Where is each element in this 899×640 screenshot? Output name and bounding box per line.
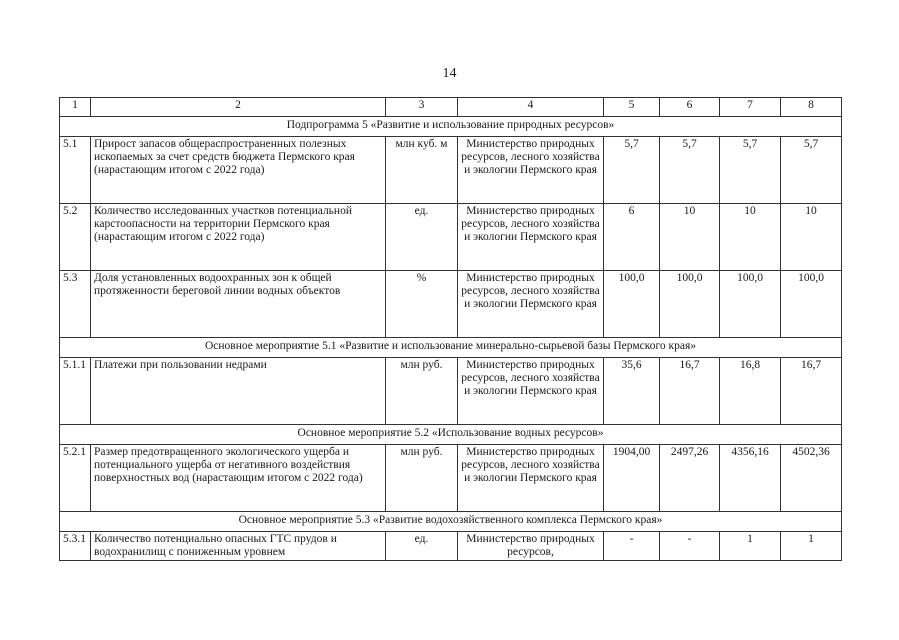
- unit-cell: %: [386, 271, 458, 338]
- value-col8: 4502,36: [781, 445, 842, 512]
- value-col7: 10: [720, 204, 781, 271]
- value-col8: 5,7: [781, 137, 842, 204]
- row-number: 5.3.1: [60, 532, 91, 561]
- value-col6: 2497,26: [660, 445, 720, 512]
- col-header-3: 3: [386, 98, 458, 117]
- indicator-name: Прирост запасов общераспространенных полезных ископаемых за счет средств бюджета Пермского края (нарастающим итогом с 2022 года): [91, 137, 386, 204]
- section-row: [60, 117, 842, 137]
- section-title: Основное мероприятие 5.3 «Развитие водохозяйственного комплекса Пермского края»: [60, 512, 842, 532]
- table-row: [60, 271, 842, 338]
- page-number: 14: [442, 66, 457, 81]
- indicator-name: Размер предотвращенного экологического ущерба и потенциального ущерба от негативного воздействия поверхностных вод (нарастающим итогом с 2022 года): [91, 445, 386, 512]
- value-col6: 16,7: [660, 358, 720, 425]
- col-header-4: 4: [458, 98, 604, 117]
- value-col5: 1904,00: [604, 445, 660, 512]
- section-title: Основное мероприятие 5.1 «Развитие и использование минерально-сырьевой базы Пермского края»: [60, 338, 842, 358]
- table-row: [60, 445, 842, 512]
- section-row: [60, 425, 842, 445]
- unit-cell: млн руб.: [386, 445, 458, 512]
- col-header-6: 6: [660, 98, 720, 117]
- responsible-cell: Министерство природных ресурсов, лесного хозяйства и экологии Пермского края: [458, 271, 604, 338]
- responsible-cell: Министерство природных ресурсов, лесного хозяйства и экологии Пермского края: [458, 358, 604, 425]
- unit-cell: млн куб. м: [386, 137, 458, 204]
- responsible-cell: Министерство природных ресурсов, лесного хозяйства и экологии Пермского края: [458, 137, 604, 204]
- col-header-5: 5: [604, 98, 660, 117]
- value-col7: 4356,16: [720, 445, 781, 512]
- col-header-2: 2: [91, 98, 386, 117]
- row-number: 5.2: [60, 204, 91, 271]
- value-col8: 1: [781, 532, 842, 561]
- value-col6: 100,0: [660, 271, 720, 338]
- col-header-1: 1: [60, 98, 91, 117]
- responsible-cell: Министерство природных ресурсов,: [458, 532, 604, 561]
- table-header-row: [60, 98, 842, 117]
- value-col7: 5,7: [720, 137, 781, 204]
- indicator-name: Количество исследованных участков потенциальной карстоопасности на территории Пермского края (нарастающим итогом с 2022 года): [91, 204, 386, 271]
- value-col7: 100,0: [720, 271, 781, 338]
- value-col5: 5,7: [604, 137, 660, 204]
- indicators-table: [59, 97, 842, 561]
- section-row: [60, 512, 842, 532]
- value-col6: 10: [660, 204, 720, 271]
- value-col8: 16,7: [781, 358, 842, 425]
- value-col5: 35,6: [604, 358, 660, 425]
- table-row: [60, 137, 842, 204]
- table-row: [60, 204, 842, 271]
- row-number: 5.2.1: [60, 445, 91, 512]
- row-number: 5.1.1: [60, 358, 91, 425]
- value-col5: 100,0: [604, 271, 660, 338]
- value-col7: 1: [720, 532, 781, 561]
- unit-cell: ед.: [386, 204, 458, 271]
- indicator-name: Платежи при пользовании недрами: [91, 358, 386, 425]
- section-row: [60, 338, 842, 358]
- unit-cell: млн руб.: [386, 358, 458, 425]
- unit-cell: ед.: [386, 532, 458, 561]
- col-header-8: 8: [781, 98, 842, 117]
- value-col7: 16,8: [720, 358, 781, 425]
- indicator-name: Количество потенциально опасных ГТС прудов и водохранилищ с пониженным уровнем: [91, 532, 386, 561]
- value-col5: 6: [604, 204, 660, 271]
- section-title: Подпрограмма 5 «Развитие и использование природных ресурсов»: [60, 117, 842, 137]
- value-col8: 10: [781, 204, 842, 271]
- value-col6: 5,7: [660, 137, 720, 204]
- value-col5: -: [604, 532, 660, 561]
- value-col8: 100,0: [781, 271, 842, 338]
- row-number: 5.1: [60, 137, 91, 204]
- table-row: [60, 532, 842, 561]
- responsible-cell: Министерство природных ресурсов, лесного хозяйства и экологии Пермского края: [458, 204, 604, 271]
- indicator-name: Доля установленных водоохранных зон к общей протяженности береговой линии водных объектов: [91, 271, 386, 338]
- section-title: Основное мероприятие 5.2 «Использование водных ресурсов»: [60, 425, 842, 445]
- row-number: 5.3: [60, 271, 91, 338]
- table-row: [60, 358, 842, 425]
- responsible-cell: Министерство природных ресурсов, лесного хозяйства и экологии Пермского края: [458, 445, 604, 512]
- col-header-7: 7: [720, 98, 781, 117]
- value-col6: -: [660, 532, 720, 561]
